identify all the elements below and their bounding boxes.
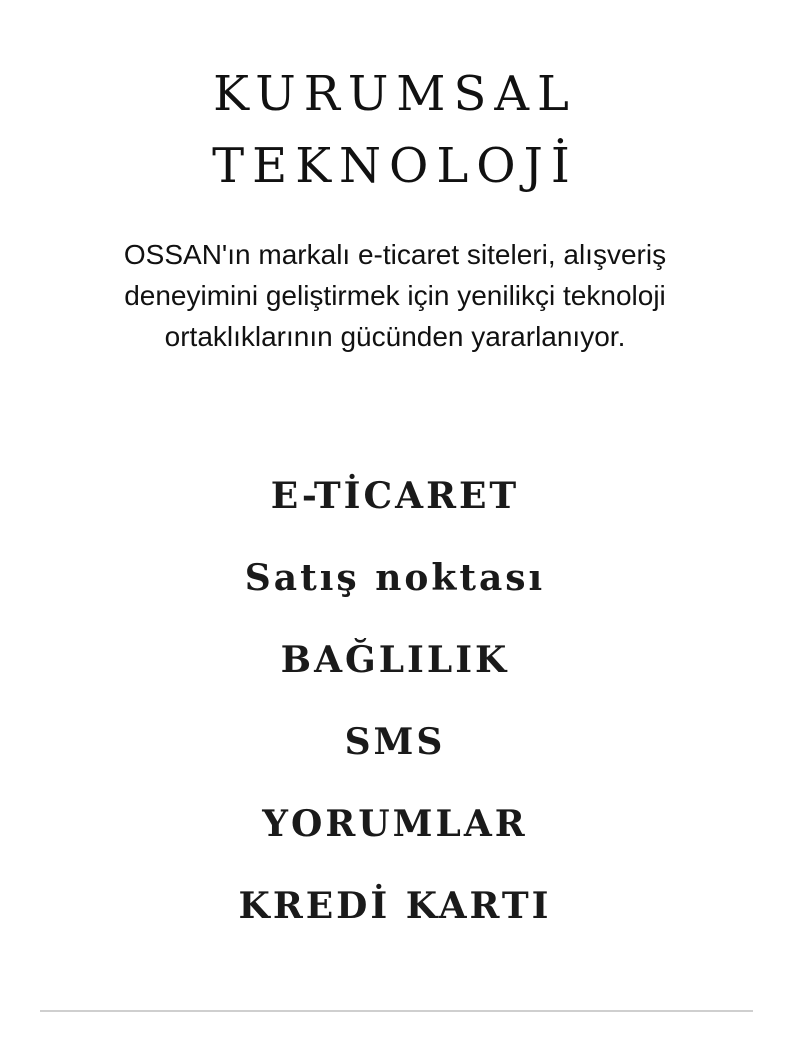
- technology-link-sms[interactable]: SMS: [344, 721, 446, 763]
- technology-link-ecommerce[interactable]: E-TİCARET: [270, 475, 520, 517]
- section-title-line-2: TEKNOLOJİ: [212, 138, 578, 194]
- section-description: [40, 234, 750, 357]
- technology-link-loyalty[interactable]: BAĞLILIK: [280, 639, 510, 681]
- section-description-line-3: ortaklıklarının gücünden yararlanıyor.: [164, 321, 626, 352]
- technology-link-reviews[interactable]: YORUMLAR: [262, 803, 528, 845]
- technology-link-point-of-sale[interactable]: Satış noktası: [244, 557, 546, 599]
- technology-item: [0, 798, 790, 880]
- section-description-line-1: OSSAN'ın markalı e-ticaret siteleri, alışveriş: [123, 239, 667, 270]
- technology-item: [0, 716, 790, 798]
- technology-item: [0, 552, 790, 634]
- section-description-line-2: deneyimini geliştirmek için yenilikçi teknoloji: [124, 280, 666, 311]
- section-title: [0, 58, 790, 202]
- section-divider: [40, 1010, 753, 1012]
- technology-link-credit-card[interactable]: KREDİ KARTI: [238, 885, 552, 927]
- technology-item: [0, 634, 790, 716]
- technology-item: [0, 880, 790, 962]
- section-title-line-1: KURUMSAL: [213, 66, 577, 122]
- technology-item: [0, 470, 790, 552]
- technology-list: [0, 470, 790, 962]
